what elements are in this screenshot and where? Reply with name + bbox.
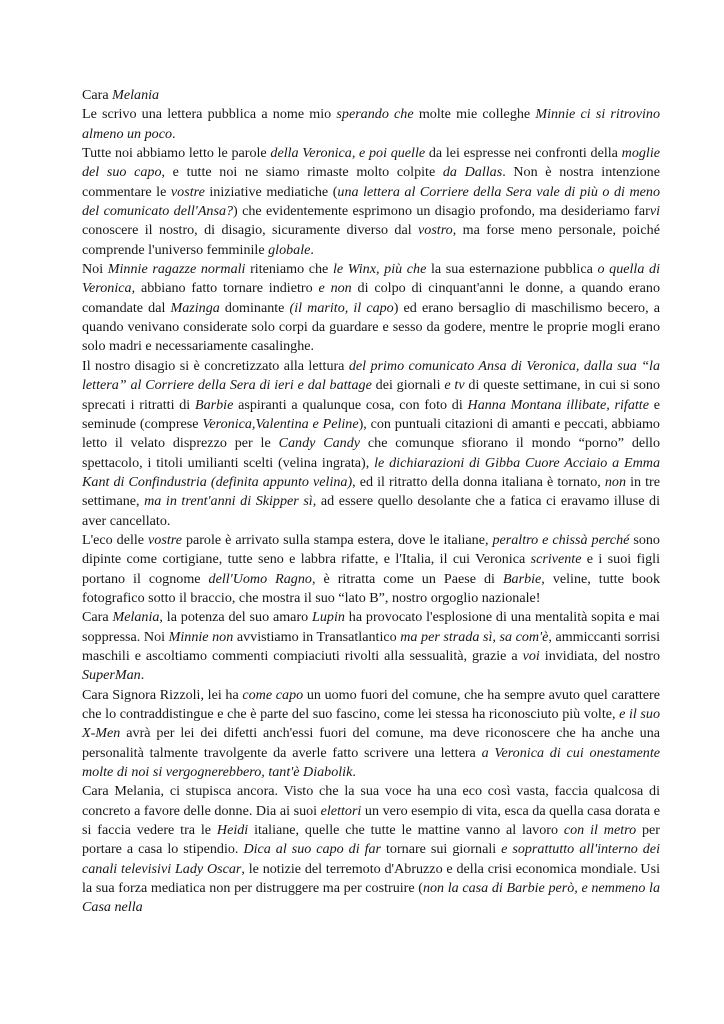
text-run: Le scrivo una lettera pubblica a nome mio bbox=[82, 106, 337, 123]
letter-paragraph bbox=[82, 260, 660, 357]
text-run: Noi bbox=[82, 261, 108, 278]
text-run: avrà per lei dei difetti anch'essi fuori del comune, ma deve riconoscere che ha anche una personalità talmente travolgente da averle fatto scrivere una lettera bbox=[82, 725, 660, 761]
italic-phrase: elettori bbox=[320, 802, 362, 819]
text-run: sono dipinte come cortigiane, tutte seno e labbra rifatte, e l'Italia, il cui Veronica bbox=[82, 531, 660, 568]
italic-phrase: le dichiarazioni di Gibba Cuore Acciaio a Emma Kant di Confindustria (definita appunto velina) bbox=[82, 454, 660, 490]
text-run: un uomo fuori del comune, che ha sempre avuto quel carattere che lo contraddistingue e che è parte del suo fascino, come lei stessa ha riconosciuto più volte, bbox=[82, 686, 661, 722]
letter-paragraph bbox=[82, 357, 660, 531]
text-run: molte mie colleghe bbox=[413, 106, 536, 123]
text-run: , e tutte noi ne siamo rimaste molto colpite bbox=[161, 164, 443, 181]
italic-phrase: dell'Uomo Ragno bbox=[208, 570, 312, 587]
italic-phrase: ma per strada sì, sa com'è bbox=[400, 628, 549, 645]
text-run: . bbox=[140, 667, 145, 684]
italic-phrase: voi bbox=[522, 647, 540, 664]
italic-phrase: SuperMan bbox=[82, 667, 141, 684]
text-run: , ed il ritratto della donna italiana è tornato, bbox=[352, 473, 605, 490]
letter-paragraph bbox=[82, 782, 660, 917]
italic-phrase: scrivente bbox=[530, 551, 582, 568]
italic-phrase: Veronica,Valentina e Peline bbox=[202, 415, 359, 432]
text-run: Cara bbox=[82, 87, 113, 103]
italic-phrase: vi bbox=[649, 203, 660, 220]
italic-phrase: vostre bbox=[170, 183, 205, 200]
text-run: aspiranti a qualunque cosa, con foto di bbox=[233, 396, 468, 413]
text-run: parole è arrivato sulla stampa estera, dove le italiane, bbox=[181, 531, 493, 548]
letter-paragraph bbox=[82, 608, 660, 685]
italic-phrase: ma in trent'anni di Skipper sì, bbox=[144, 493, 317, 510]
text-run: , le notizie del terremoto d'Abruzzo e della crisi economica mondiale. Usi la sua forza mediatica non per distruggere ma per costruire ( bbox=[82, 860, 660, 897]
italic-phrase: Minnie ci si ritrovino almeno un poco bbox=[82, 106, 661, 142]
text-run: , veline, tutte book fotografico sotto il braccio, che mostra il suo “lato B”, nostro orgoglio nazionale! bbox=[82, 570, 661, 606]
italic-phrase: o quella di Veronica bbox=[82, 261, 661, 297]
text-run: , è ritratta come un Paese di bbox=[311, 570, 503, 587]
italic-phrase: Mazinga bbox=[170, 299, 220, 316]
text-run: avvistiamo in Transatlantico bbox=[233, 628, 401, 645]
text-run: , ammiccanti sorrisi maschili e ascoltiamo commenti compiaciuti rivolti alla sessualità, grazie a bbox=[82, 628, 661, 664]
italic-phrase: Candy Candy bbox=[278, 435, 361, 452]
italic-phrase: e il suo X-Men bbox=[82, 706, 660, 742]
text-run: che comunque sfiorano il mondo “porno” dello spettacolo, i titoli umilianti scelti (velina ingrata), bbox=[82, 435, 660, 471]
letter-paragraph bbox=[82, 144, 660, 260]
italic-phrase: Hanna Montana illibate, rifatte bbox=[467, 396, 649, 413]
italic-phrase: (il marito, il capo bbox=[289, 299, 394, 316]
text-run: . Non è nostra intenzione commentare le bbox=[82, 164, 660, 200]
italic-phrase: con il metro bbox=[563, 822, 637, 839]
italic-phrase: una lettera al Corriere della Sera vale di più o di meno del comunicato dell'Ansa? bbox=[82, 183, 661, 220]
italic-phrase: Dica al suo capo di far bbox=[243, 841, 382, 858]
text-run: in tre settimane, bbox=[82, 473, 660, 510]
italic-phrase: globale bbox=[268, 241, 311, 258]
italic-phrase: non la casa di Barbie però, e nemmeno la Casa nella bbox=[82, 880, 661, 916]
italic-phrase: Melania bbox=[112, 87, 160, 103]
text-run: Cara Melania, ci stupisca ancora. Visto che la sua voce ha una eco così vasta, faccia qualcosa di concreto a favore delle donne. Dia ai suoi bbox=[82, 783, 660, 819]
text-run: L'eco delle bbox=[82, 531, 149, 548]
letter-paragraph bbox=[82, 86, 660, 105]
text-run: ) ed erano bersaglio di maschilismo becero, a quando venivano considerate solo corpi da guardare e sesso da godere, mentre le proprie mogli erano solo madri e necessariamente casalinghe. bbox=[82, 299, 660, 355]
text-run: invidiata, del nostro bbox=[539, 647, 660, 664]
italic-phrase: moglie del suo capo bbox=[82, 145, 660, 181]
text-run: , ma forse meno personale, poiché comprende l'universo femminile bbox=[82, 222, 660, 258]
text-run: Cara bbox=[82, 609, 113, 626]
text-run: . bbox=[172, 125, 176, 142]
italic-phrase: Barbie bbox=[502, 570, 542, 587]
text-run: ha provocato l'esplosione di una mentalità sopita e mai soppressa. Noi bbox=[82, 609, 660, 645]
italic-phrase: Minnie non bbox=[168, 628, 234, 645]
text-run: riteniamo che bbox=[245, 261, 333, 278]
text-run: Tutte noi abbiamo letto le parole bbox=[82, 145, 271, 162]
text-run: italiane, quelle che tutte le mattine vanno al lavoro bbox=[248, 822, 564, 839]
text-run: di colpo di cinquant'anni le donne, a quando erano comandate dal bbox=[82, 280, 661, 316]
italic-phrase: Minnie ragazze normali bbox=[107, 261, 246, 278]
text-run: conoscere il nostro, di disagio, sicuramente diverso dal bbox=[82, 222, 419, 239]
italic-phrase: Melania bbox=[112, 609, 160, 626]
text-run: la sua esternazione pubblica bbox=[426, 261, 598, 278]
text-run: , abbiano fatto tornare indietro bbox=[131, 280, 319, 297]
italic-phrase: da Dallas bbox=[442, 164, 503, 181]
text-run: Il nostro disagio si è concretizzato alla lettura bbox=[82, 357, 349, 374]
text-run: . bbox=[352, 764, 356, 781]
italic-phrase: e non bbox=[318, 280, 352, 297]
text-run: Cara Signora Rizzoli, lei ha bbox=[82, 686, 243, 703]
text-run: , la potenza del suo amaro bbox=[159, 609, 313, 626]
letter-body bbox=[82, 86, 660, 918]
italic-phrase: Barbie bbox=[194, 396, 234, 413]
text-run: iniziative mediatiche ( bbox=[204, 183, 338, 200]
italic-phrase: del primo comunicato Ansa di Veronica, dalla sua “la lettera” al Corriere della Sera di ieri e dal battage bbox=[82, 357, 660, 394]
text-run: per portare a casa lo stipendio. bbox=[82, 822, 660, 858]
italic-phrase: peraltro e chissà perché bbox=[492, 531, 630, 548]
letter-paragraph bbox=[82, 686, 660, 783]
letter-paragraph bbox=[82, 105, 660, 144]
italic-phrase: vostre bbox=[148, 531, 182, 548]
text-run: e seminude (comprese bbox=[82, 396, 661, 432]
text-run: dei giornali bbox=[371, 377, 445, 394]
italic-phrase: e soprattutto all'interno dei canali televisivi Lady Oscar bbox=[82, 841, 660, 877]
italic-phrase: le Winx bbox=[332, 261, 376, 278]
italic-phrase: e tv bbox=[444, 377, 465, 394]
italic-phrase: vostro bbox=[418, 222, 453, 239]
italic-phrase: non bbox=[604, 473, 627, 490]
letter-paragraph bbox=[82, 531, 660, 608]
italic-phrase: più che bbox=[384, 261, 427, 278]
italic-phrase: della Veronica, e poi quelle bbox=[270, 145, 426, 162]
text-run: , bbox=[375, 261, 385, 278]
italic-phrase: Heidi bbox=[216, 822, 249, 839]
text-run: ) che evidentemente esprimono un disagio profondo, ma desideriamo far bbox=[233, 203, 650, 220]
text-run: di queste settimane, in cui si sono sprecati i ritratti di bbox=[82, 377, 661, 413]
text-run: ), con puntuali citazioni di amanti e peccati, abbiamo letto il velato disprezzo per le bbox=[82, 415, 660, 452]
italic-phrase: come capo bbox=[242, 686, 304, 703]
italic-phrase: Lupin bbox=[312, 609, 345, 626]
text-run: dominante bbox=[219, 299, 290, 316]
text-run: ad essere quello desolante che a fatica ci eravamo illuse di aver cancellato. bbox=[82, 493, 660, 529]
text-run: . bbox=[310, 241, 314, 258]
text-run: un vero esempio di vita, esca da quella casa dorata e si faccia vedere tra le bbox=[82, 802, 660, 839]
text-run: e i suoi figli portano il cognome bbox=[82, 551, 660, 587]
italic-phrase: a Veronica di cui onestamente molte di noi si vergognerebbero, tant'è Diabolik bbox=[82, 744, 660, 781]
text-run: da lei espresse nei confronti della bbox=[425, 145, 622, 162]
text-run: tornare sui giornali bbox=[381, 841, 502, 858]
italic-phrase: sperando che bbox=[336, 106, 414, 123]
